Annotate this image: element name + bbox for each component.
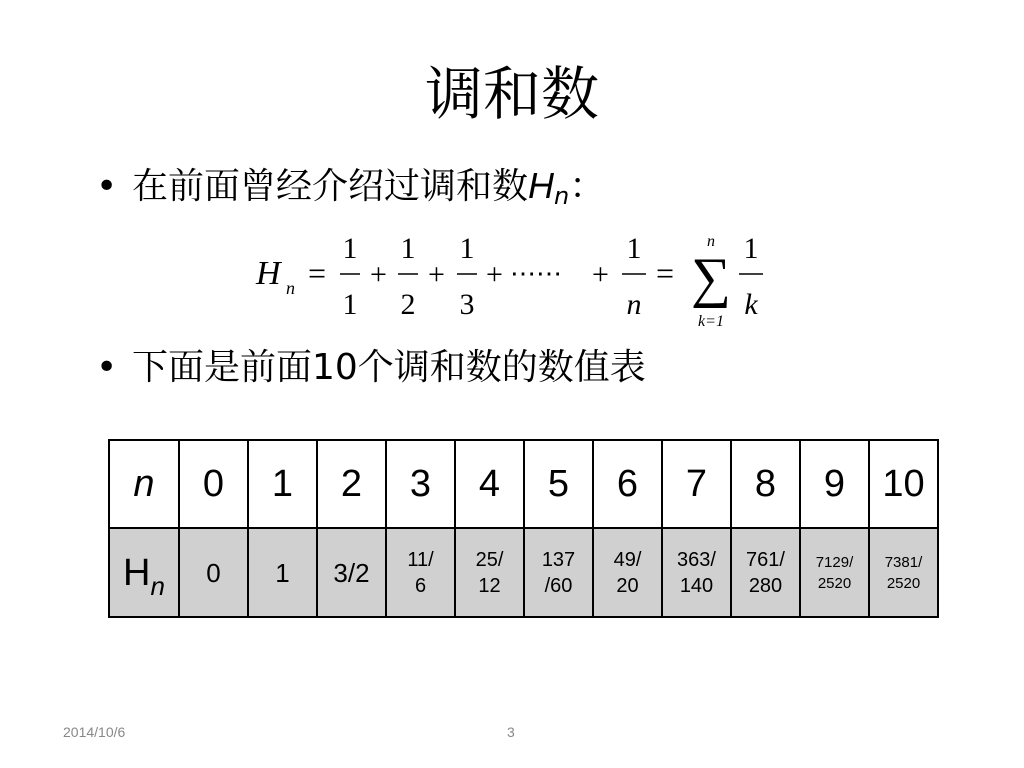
- plus-1: +: [370, 258, 387, 291]
- termk-den: k: [744, 288, 758, 321]
- sum-upper: n: [707, 233, 715, 250]
- bullet-intro-text: 在前面曾经介绍过调和数: [132, 166, 529, 207]
- table-cell-h: 7381/ 2520: [869, 528, 938, 617]
- row-header-h-var: H: [123, 551, 151, 594]
- term2-den: 2: [400, 288, 416, 321]
- table-cell-n: 10: [869, 440, 938, 528]
- table-cell-n: 9: [800, 440, 869, 528]
- term3-den: 3: [459, 288, 475, 321]
- harmonic-var-sub: n: [554, 182, 570, 210]
- table-cell-n: 6: [593, 440, 662, 528]
- table-cell-h: 11/ 6: [386, 528, 455, 617]
- bullet-dot: •: [96, 166, 118, 207]
- harmonic-table: [108, 439, 939, 618]
- formula-equals-2: =: [656, 255, 675, 291]
- bullet-table-intro: [96, 344, 646, 392]
- row-header-n: n: [109, 440, 179, 528]
- footer-page-number: 3: [507, 724, 515, 740]
- row-header-h-sub: n: [150, 570, 165, 601]
- table-cell-h: 761/ 280: [731, 528, 800, 617]
- sum-lower: k=1: [698, 313, 724, 330]
- plus-2: +: [428, 258, 445, 291]
- table-cell-n: 2: [317, 440, 386, 528]
- bullet-table-intro-text: 下面是前面10个调和数的数值表: [132, 347, 646, 388]
- table-cell-n: 5: [524, 440, 593, 528]
- table-cell-h: 1: [248, 528, 317, 617]
- row-header-h: [109, 528, 179, 617]
- bullet-intro: [96, 162, 605, 211]
- harmonic-formula: [246, 222, 786, 332]
- table-cell-h: 7129/ 2520: [800, 528, 869, 617]
- table-row-n: [109, 440, 938, 528]
- table-cell-h: 0: [179, 528, 248, 617]
- sigma-symbol: ∑: [691, 247, 731, 309]
- termk-num: 1: [743, 232, 759, 265]
- table-cell-n: 4: [455, 440, 524, 528]
- table-cell-n: 8: [731, 440, 800, 528]
- termn-num: 1: [626, 232, 642, 265]
- table-cell-h: 3/2: [317, 528, 386, 617]
- formula-lhs: H: [256, 255, 281, 292]
- table-cell-h: 49/ 20: [593, 528, 662, 617]
- formula-equals-1: =: [308, 255, 327, 291]
- table-cell-n: 0: [179, 440, 248, 528]
- term2-num: 1: [400, 232, 416, 265]
- table-cell-n: 7: [662, 440, 731, 528]
- term1-num: 1: [342, 232, 358, 265]
- footer-date: 2014/10/6: [63, 724, 126, 740]
- formula-lhs-sub: n: [286, 278, 295, 298]
- table-cell-n: 3: [386, 440, 455, 528]
- plus-4: +: [592, 258, 609, 291]
- formula-dots: ⋯⋯: [510, 259, 562, 288]
- table-cell-h: 25/ 12: [455, 528, 524, 617]
- plus-3: +: [486, 258, 503, 291]
- bullet-dot: •: [96, 347, 118, 388]
- term3-num: 1: [459, 232, 475, 265]
- table-cell-h: 363/ 140: [662, 528, 731, 617]
- table-row-h: [109, 528, 938, 617]
- term1-den: 1: [342, 288, 358, 321]
- table-cell-h: 137 /60: [524, 528, 593, 617]
- termn-den: n: [626, 288, 642, 321]
- slide-title: 调和数: [424, 60, 599, 128]
- bullet-intro-suffix: ：: [569, 166, 606, 207]
- harmonic-var: H: [528, 165, 555, 206]
- table-cell-n: 1: [248, 440, 317, 528]
